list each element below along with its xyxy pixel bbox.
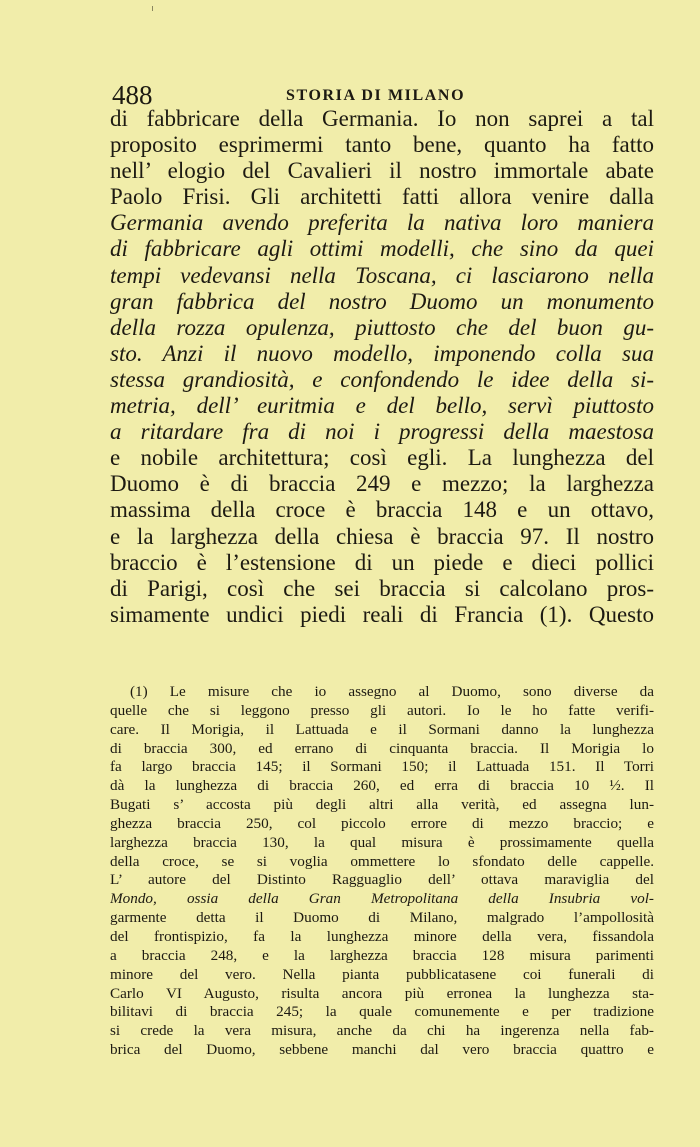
- text-line: e la larghezza della chiesa è braccia 97. Il nostro: [110, 523, 654, 549]
- footnote-block: [110, 683, 654, 1060]
- text-line: stessa grandiosità, e confondendo le idee della si-: [110, 366, 654, 392]
- footnote-line: ghezza braccia 250, col piccolo errore di mezzo braccio; e: [110, 814, 654, 832]
- text-line: di fabbricare agli ottimi modelli, che sino da quei: [110, 236, 654, 262]
- footnote-line: dà la lunghezza di braccia 260, ed erra di braccia 10 ½. Il: [110, 777, 654, 795]
- page-number: 488: [112, 80, 153, 110]
- text-line: metria, dell’ euritmia e del bello, servì piuttosto: [110, 393, 654, 419]
- text-line: Paolo Frisi. Gli architetti fatti allora venire dalla: [110, 184, 654, 210]
- text-line: della rozza opulenza, piuttosto che del buon gu-: [110, 314, 654, 340]
- footnote-line: della croce, se si voglia ommettere lo sfondato delle cappelle.: [110, 852, 654, 870]
- text-line: simamente undici piedi reali di Francia (1). Questo: [110, 601, 654, 627]
- text-line: braccio è l’estensione di un piede e dieci pollici: [110, 549, 654, 575]
- text-line: di Parigi, così che sei braccia si calcolano pros-: [110, 575, 654, 601]
- text-line: di fabbricare della Germania. Io non saprei a tal: [110, 106, 654, 131]
- text-line: a ritardare fra di noi i progressi della maestosa: [110, 419, 654, 445]
- footnote-line: del frontispizio, fa la lunghezza minore della vera, fissandola: [110, 927, 654, 945]
- text-line: Duomo è di braccia 249 e mezzo; la larghezza: [110, 471, 654, 497]
- text-line: massima della croce è braccia 148 e un ottavo,: [110, 497, 654, 523]
- footnote-line: brica del Duomo, sebbene manchi dal vero braccia quattro e: [110, 1041, 654, 1059]
- footnote-line: a braccia 248, e la larghezza braccia 128 misura parimenti: [110, 946, 654, 964]
- footnote-line: care. Il Morigia, il Lattuada e il Sormani danno la lunghezza: [110, 720, 654, 738]
- footnote-line: fa largo braccia 145; il Sormani 150; il Lattuada 151. Il Torri: [110, 758, 654, 776]
- footnote-line: Carlo VI Augusto, risulta ancora più erronea la lunghezza sta-: [110, 984, 654, 1002]
- footnote-line: Mondo, ossia della Gran Metropolitana della Insubria vol-: [110, 890, 654, 908]
- running-title: STORIA DI MILANO: [286, 87, 466, 104]
- text-line: nell’ elogio del Cavalieri il nostro immortale abate: [110, 158, 654, 184]
- footnote-line: Bugati s’ accosta più degli altri alla verità, ed assegna lun-: [110, 796, 654, 814]
- footnote-line: garmente detta il Duomo di Milano, malgrado l’ampollosità: [110, 909, 654, 927]
- footnote-line: minore del vero. Nella pianta pubblicatasene coi funerali di: [110, 965, 654, 983]
- footnote-line: L’ autore del Distinto Ragguaglio dell’ ottava maraviglia del: [110, 871, 654, 889]
- text-line: tempi vedevansi nella Toscana, ci lasciarono nella: [110, 262, 654, 288]
- footnote-line: bilitavi di braccia 245; la quale comunemente e per tradizione: [110, 1003, 654, 1021]
- footnote-line: quelle che si leggono presso gli autori. Io le ho fatte verifi-: [110, 701, 654, 719]
- text-line: Germania avendo preferita la nativa loro maniera: [110, 210, 654, 236]
- print-mark: [152, 6, 153, 11]
- footnote-line: larghezza braccia 130, la qual misura è prossimamente quella: [110, 833, 654, 851]
- footnote-line: di braccia 300, ed errano di cinquanta braccia. Il Morigia lo: [110, 739, 654, 757]
- text-line: gran fabbrica del nostro Duomo un monumento: [110, 288, 654, 314]
- main-text-body: [110, 106, 654, 628]
- text-line: proposito esprimermi tanto bene, quanto ha fatto: [110, 132, 654, 158]
- footnote-line: (1) Le misure che io assegno al Duomo, sono diverse da: [130, 683, 654, 700]
- running-head: [112, 82, 652, 108]
- text-line: sto. Anzi il nuovo modello, imponendo colla sua: [110, 340, 654, 366]
- footnote-line: si crede la vera misura, anche da chi ha ingerenza nella fab-: [110, 1022, 654, 1040]
- text-line: e nobile architettura; così egli. La lunghezza del: [110, 445, 654, 471]
